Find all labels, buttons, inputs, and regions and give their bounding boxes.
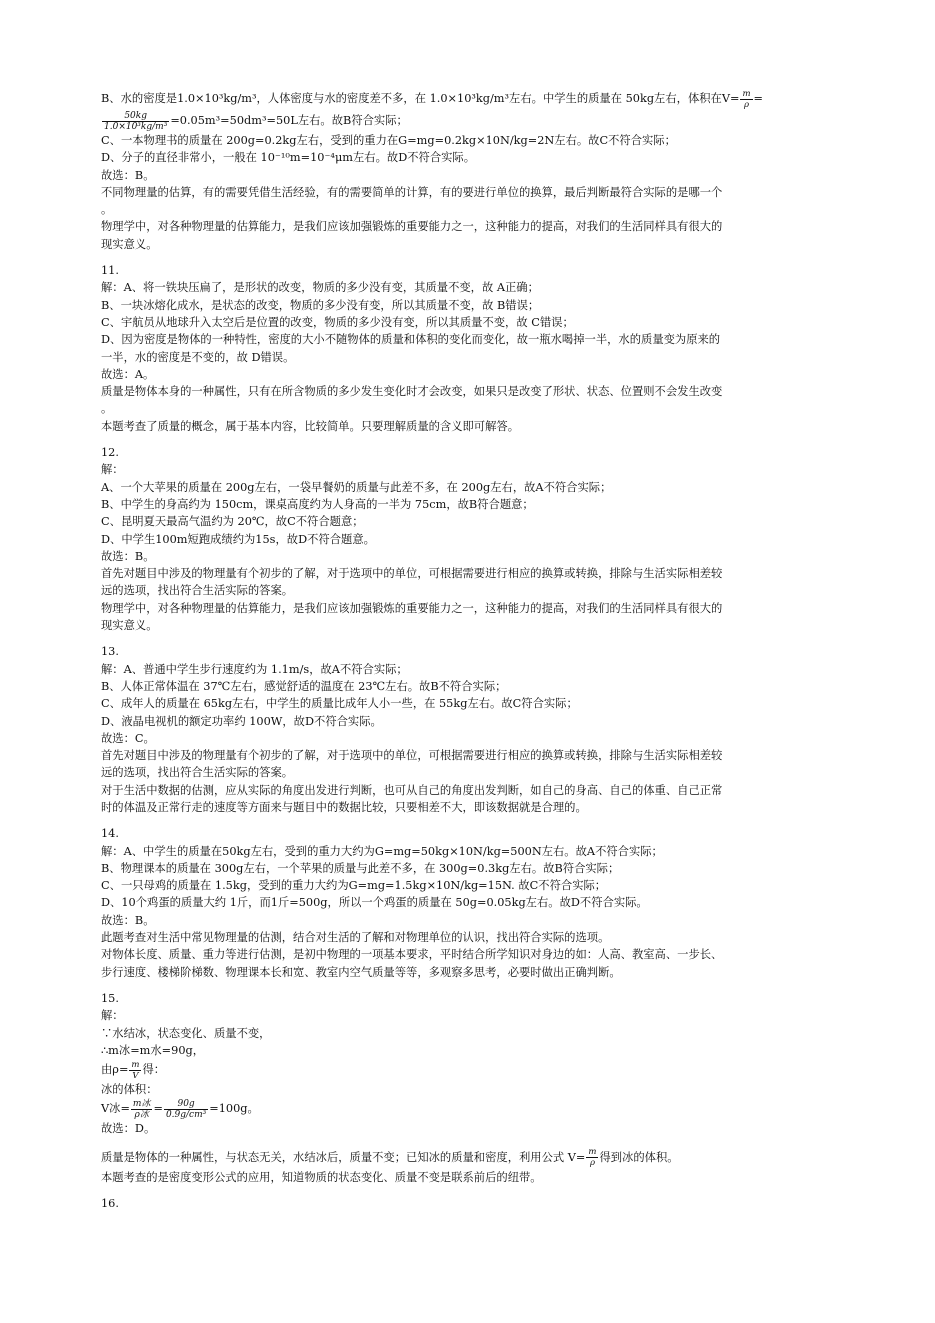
question-number: 16. [101, 1197, 119, 1211]
text-line: C、成年人的质量在 65kg左右，中学生的质量比成年人小一些，在 55kg左右。故C符合实际； [101, 697, 578, 711]
text-line: 本题考查了质量的概念，属于基本内容，比较简单。只要理解质量的含义即可解答。 [101, 419, 519, 433]
text-span: =0.05m³=50dm³=50L左右。故B符合实际； [170, 114, 408, 127]
text-span: = [753, 92, 763, 105]
fraction-denominator: ρ [740, 99, 752, 110]
text-line: 现实意义。 [101, 237, 158, 251]
text-line: C、宇航员从地球升入太空后是位置的改变，物质的多少没有变，所以其质量不变，故 C错误； [101, 315, 574, 329]
text-line: 故选：B。 [101, 913, 155, 927]
text-span: 得： [142, 1063, 166, 1077]
fraction-denominator: ρ冰 [131, 1109, 153, 1120]
fraction-denominator: 1.0×10³kg/m³ [104, 121, 168, 132]
text-line: D、液晶电视机的额定功率约 100W，故D不符合实际。 [101, 714, 382, 728]
question-number: 14. [101, 827, 119, 841]
text-line: ∵水结冰，状态变化、质量不变， [101, 1026, 271, 1040]
fraction-numerator: 50kg [124, 110, 147, 121]
text-line: 故选：B。 [101, 168, 155, 182]
text-line: 解：A、将一铁块压扁了，是形状的改变，物质的多少没有变，其质量不变，故 A正确； [101, 281, 539, 295]
fraction-numerator: m [742, 88, 751, 99]
text-line: B、人体正常体温在 37℃左右，感觉舒适的温度在 23℃左右。故B不符合实际； [101, 679, 507, 693]
text-line: 故选：A。 [101, 367, 155, 381]
text-span: V冰= [101, 1102, 130, 1116]
fraction [164, 1099, 208, 1120]
text-line: 冰的体积： [101, 1083, 158, 1097]
text-line: 故选：B。 [101, 549, 155, 563]
fraction [129, 1060, 141, 1081]
text-line [101, 110, 831, 132]
text-line: B、中学生的身高约为 150cm，课桌高度约为人身高的一半为 75cm，故B符合题意； [101, 497, 534, 511]
text-line [101, 1059, 831, 1081]
question-number: 15. [101, 991, 119, 1005]
text-line: 。 [101, 203, 113, 217]
text-line: 对于生活中数据的估测，应从实际的角度出发进行判断，也可从自己的角度出发判断，如自己的身高、自己的体重、自己正常 [101, 783, 723, 797]
text-line: 故选：C。 [101, 731, 155, 745]
text-line: 远的选项，找出符合生活实际的答案。 [101, 584, 294, 598]
text-line [101, 1147, 831, 1169]
text-line: B、一块冰熔化成水，是状态的改变，物质的多少没有变，所以其质量不变，故 B错误； [101, 298, 540, 312]
text-line: 首先对题目中涉及的物理量有个初步的了解，对于选项中的单位，可根据需要进行相应的换算或转换，排除与生活实际相差较 [101, 567, 723, 581]
text-line: 本题考查的是密度变形公式的应用，知道物质的状态变化、质量不变是联系前后的纽带。 [101, 1170, 542, 1184]
fraction [131, 1099, 153, 1120]
text-line: D、因为密度是物体的一种特性，密度的大小不随物体的质量和体积的变化而变化，故一瓶水喝掉一半，水的质量变为原来的 [101, 333, 721, 347]
fraction-denominator: 0.9g/cm³ [165, 1109, 207, 1120]
text-span: 得到冰的体积。 [599, 1150, 679, 1164]
text-line: 不同物理量的估算，有的需要凭借生活经验，有的需要简单的计算，有的要进行单位的换算，最后判断最符合实际的是哪一个 [101, 185, 723, 199]
text-line: 一半，水的密度是不变的，故 D错误。 [101, 350, 295, 364]
text-line: 质量是物体本身的一种属性，只有在所含物质的多少发生变化时才会改变，如果只是改变了形状、状态、位置则不会发生改变 [101, 385, 723, 399]
text-span: =100g。 [209, 1102, 259, 1116]
text-line: 远的选项，找出符合生活实际的答案。 [101, 766, 294, 780]
text-line: 解：A、中学生的质量在50kg左右，受到的重力大约为G=mg=50kg×10N/kg=500N左右。故A不符合实际； [101, 844, 663, 858]
document-body [101, 88, 831, 1212]
text-line: 首先对题目中涉及的物理量有个初步的了解，对于选项中的单位，可根据需要进行相应的换算或转换，排除与生活实际相差较 [101, 749, 723, 763]
fraction-denominator: V [129, 1070, 141, 1081]
text-line: 现实意义。 [101, 619, 158, 633]
text-line: 故选：D。 [101, 1122, 156, 1136]
text-line: D、分子的直径非常小，一般在 10⁻¹⁰m=10⁻⁴μm左右。故D不符合实际。 [101, 151, 476, 165]
question-number: 12. [101, 446, 119, 460]
text-line: 时的体温及正常行走的速度等方面来与题目中的数据比较，只要相差不大，即该数据就是合理的。 [101, 800, 587, 814]
fraction-numerator: m冰 [132, 1098, 151, 1109]
fraction-denominator: ρ [586, 1157, 598, 1168]
fraction [102, 111, 169, 132]
text-line: 此题考查对生活中常见物理量的估测，结合对生活的了解和对物理单位的认识，找出符合实际的选项。 [101, 931, 610, 945]
fraction [740, 89, 752, 110]
text-line: 对物体长度、质量、重力等进行估测，是初中物理的一项基本要求，平时结合所学知识对身边的如：人高、教室高、一步长、 [101, 948, 723, 962]
text-span: 质量是物体的一种属性，与状态无关，水结冰后，质量不变；已知冰的质量和密度，利用公式 V= [101, 1150, 586, 1164]
text-line [101, 1098, 831, 1120]
text-line: 物理学中，对各种物理量的估算能力，是我们应该加强锻炼的重要能力之一，这种能力的提高，对我们的生活同样具有很大的 [101, 601, 723, 615]
text-line: 步行速度、楼梯阶梯数、物理课本长和宽、教室内空气质量等等，多观察多思考，必要时做出正确判断。 [101, 965, 621, 979]
text-line: C、一本物理书的质量在 200g=0.2kg左右，受到的重力在G=mg=0.2kg×10N/kg=2N左右。故C不符合实际； [101, 134, 676, 147]
text-span: B、水的密度是1.0×10³kg/m³，人体密度与水的密度差不多，在 1.0×10³kg/m³左右。中学生的质量在 50kg左右，体积在V= [101, 92, 740, 105]
text-line [101, 88, 831, 110]
question-number: 11. [101, 264, 119, 278]
fraction-numerator: 90g [177, 1098, 195, 1109]
text-line: ∴m冰=m水=90g， [101, 1043, 205, 1057]
question-number: 13. [101, 645, 119, 659]
text-line: 。 [101, 402, 113, 416]
text-line: 解： [101, 1009, 124, 1023]
text-line: D、10个鸡蛋的质量大约 1斤，而1斤=500g，所以一个鸡蛋的质量在 50g=0.05kg左右。故D不符合实际。 [101, 896, 648, 910]
fraction-numerator: m [131, 1059, 140, 1070]
text-span: = [153, 1102, 163, 1116]
text-line: B、物理课本的质量在 300g左右，一个苹果的质量与此差不多，在 300g=0.3kg左右。故B符合实际； [101, 861, 620, 875]
fraction-numerator: m [588, 1147, 597, 1158]
text-line: 解： [101, 463, 124, 477]
text-line: 物理学中，对各种物理量的估算能力，是我们应该加强锻炼的重要能力之一，这种能力的提高，对我们的生活同样具有很大的 [101, 220, 723, 234]
text-line: C、昆明夏天最高气温约为 20℃，故C不符合题意； [101, 515, 364, 529]
text-line: A、一个大苹果的质量在 200g左右，一袋早餐奶的质量与此差不多，在 200g左右，故A不符合实际； [101, 480, 612, 494]
text-line: C、一只母鸡的质量在 1.5kg，受到的重力大约为G=mg=1.5kg×10N/kg=15N. 故C不符合实际； [101, 879, 607, 893]
text-line: D、中学生100m短跑成绩约为15s，故D不符合题意。 [101, 532, 375, 546]
text-span: 由ρ= [101, 1063, 129, 1077]
text-line: 解：A、普通中学生步行速度约为 1.1m/s，故A不符合实际； [101, 662, 408, 676]
fraction [586, 1147, 598, 1168]
